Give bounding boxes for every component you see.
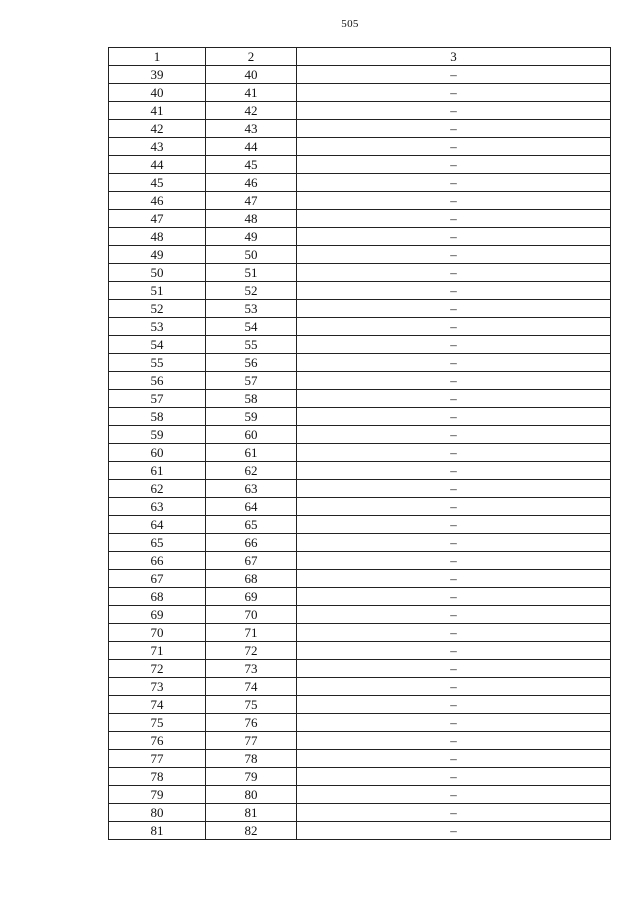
table-cell-col-2: 50 [206,246,297,264]
table-cell-col-3: – [297,552,611,570]
table-cell-col-3: – [297,534,611,552]
table-cell-col-2: 41 [206,84,297,102]
table-cell-col-2: 66 [206,534,297,552]
table-cell-col-3: – [297,588,611,606]
table-row [109,534,611,552]
table-cell-col-1: 51 [109,282,206,300]
table-cell-col-2: 70 [206,606,297,624]
table-row [109,264,611,282]
table-row [109,570,611,588]
table-cell-col-3: – [297,516,611,534]
table-cell-col-1: 53 [109,318,206,336]
table-cell-col-2: 64 [206,498,297,516]
table-cell-col-1: 41 [109,102,206,120]
table-row [109,768,611,786]
table-cell-col-1: 63 [109,498,206,516]
table-cell-col-2: 44 [206,138,297,156]
table-cell-col-3: – [297,660,611,678]
table-cell-col-1: 46 [109,192,206,210]
table-cell-col-1: 66 [109,552,206,570]
table-cell-col-1: 78 [109,768,206,786]
table-row [109,480,611,498]
table-cell-col-1: 75 [109,714,206,732]
table-row [109,156,611,174]
table-row [109,390,611,408]
table-cell-col-2: 81 [206,804,297,822]
table-cell-col-2: 65 [206,516,297,534]
data-table [108,47,611,840]
table-cell-col-1: 62 [109,480,206,498]
table-cell-col-2: 46 [206,174,297,192]
table-cell-col-3: – [297,498,611,516]
table-cell-col-2: 80 [206,786,297,804]
table-cell-col-3: – [297,354,611,372]
table-row [109,552,611,570]
table-cell-col-2: 72 [206,642,297,660]
table-cell-col-2: 53 [206,300,297,318]
table-cell-col-3: – [297,390,611,408]
table-row [109,192,611,210]
table-row [109,408,611,426]
table-row [109,120,611,138]
table-row [109,750,611,768]
table-cell-col-1: 77 [109,750,206,768]
table-cell-col-1: 74 [109,696,206,714]
table-cell-col-1: 70 [109,624,206,642]
table-cell-col-1: 61 [109,462,206,480]
table-row [109,624,611,642]
table-cell-col-1: 43 [109,138,206,156]
table-cell-col-2: 73 [206,660,297,678]
table-cell-col-2: 54 [206,318,297,336]
table-cell-col-2: 43 [206,120,297,138]
table-row [109,498,611,516]
column-header-3: 3 [297,48,611,66]
table-cell-col-2: 68 [206,570,297,588]
table-row [109,336,611,354]
table-row [109,246,611,264]
table-cell-col-3: – [297,804,611,822]
table-cell-col-3: – [297,228,611,246]
table-cell-col-2: 56 [206,354,297,372]
table-cell-col-2: 63 [206,480,297,498]
table-cell-col-3: – [297,570,611,588]
table-cell-col-1: 65 [109,534,206,552]
table-cell-col-3: – [297,606,611,624]
table-cell-col-3: – [297,642,611,660]
table-cell-col-1: 58 [109,408,206,426]
table-cell-col-3: – [297,318,611,336]
table-row [109,732,611,750]
table-cell-col-3: – [297,444,611,462]
table-cell-col-3: – [297,696,611,714]
table-row [109,138,611,156]
table-cell-col-3: – [297,786,611,804]
table-cell-col-3: – [297,156,611,174]
table-cell-col-3: – [297,750,611,768]
table-row [109,642,611,660]
table-cell-col-1: 68 [109,588,206,606]
table-cell-col-3: – [297,102,611,120]
table-cell-col-3: – [297,372,611,390]
table-cell-col-2: 82 [206,822,297,840]
table-cell-col-2: 49 [206,228,297,246]
table-cell-col-3: – [297,210,611,228]
table-cell-col-2: 67 [206,552,297,570]
table-row [109,318,611,336]
table-cell-col-2: 40 [206,66,297,84]
table-cell-col-2: 48 [206,210,297,228]
table-cell-col-1: 72 [109,660,206,678]
table-row [109,372,611,390]
table-cell-col-1: 47 [109,210,206,228]
table-cell-col-3: – [297,408,611,426]
table-row [109,426,611,444]
table-row [109,462,611,480]
table-cell-col-2: 58 [206,390,297,408]
table-cell-col-1: 54 [109,336,206,354]
table-cell-col-2: 42 [206,102,297,120]
table-row [109,282,611,300]
table-cell-col-1: 39 [109,66,206,84]
table-cell-col-2: 79 [206,768,297,786]
table-cell-col-2: 51 [206,264,297,282]
table-cell-col-2: 59 [206,408,297,426]
table-cell-col-3: – [297,300,611,318]
table-cell-col-2: 77 [206,732,297,750]
table-cell-col-1: 59 [109,426,206,444]
table-cell-col-1: 56 [109,372,206,390]
table-cell-col-1: 48 [109,228,206,246]
table-row [109,822,611,840]
table-row [109,660,611,678]
table-cell-col-1: 45 [109,174,206,192]
table-row [109,66,611,84]
table-cell-col-3: – [297,264,611,282]
table-cell-col-2: 57 [206,372,297,390]
table-cell-col-3: – [297,480,611,498]
table-cell-col-3: – [297,714,611,732]
table-body [109,66,611,840]
column-header-2: 2 [206,48,297,66]
table-cell-col-2: 74 [206,678,297,696]
table-cell-col-3: – [297,768,611,786]
table-row [109,444,611,462]
table-cell-col-2: 75 [206,696,297,714]
table-cell-col-2: 62 [206,462,297,480]
table-cell-col-1: 76 [109,732,206,750]
table-cell-col-1: 69 [109,606,206,624]
table-cell-col-2: 76 [206,714,297,732]
table-cell-col-1: 52 [109,300,206,318]
table-cell-col-2: 55 [206,336,297,354]
table-cell-col-1: 44 [109,156,206,174]
table-cell-col-3: – [297,822,611,840]
table-cell-col-1: 80 [109,804,206,822]
table-row [109,714,611,732]
table-cell-col-1: 73 [109,678,206,696]
table-row [109,228,611,246]
table-row [109,84,611,102]
table-cell-col-3: – [297,462,611,480]
table-cell-col-1: 55 [109,354,206,372]
table-cell-col-3: – [297,84,611,102]
table-cell-col-3: – [297,678,611,696]
table-cell-col-1: 57 [109,390,206,408]
column-header-1: 1 [109,48,206,66]
table-row [109,354,611,372]
table-cell-col-1: 79 [109,786,206,804]
table-row [109,786,611,804]
table-row [109,804,611,822]
table-row [109,678,611,696]
page-number: 505 [341,18,359,30]
table-row [109,588,611,606]
table-cell-col-2: 45 [206,156,297,174]
table-cell-col-2: 47 [206,192,297,210]
table-row [109,300,611,318]
table-cell-col-3: – [297,426,611,444]
table-cell-col-3: – [297,282,611,300]
table-cell-col-3: – [297,336,611,354]
table-row [109,210,611,228]
table-cell-col-1: 67 [109,570,206,588]
table-cell-col-2: 52 [206,282,297,300]
table-cell-col-1: 50 [109,264,206,282]
table-cell-col-2: 61 [206,444,297,462]
table-cell-col-3: – [297,138,611,156]
table-cell-col-1: 60 [109,444,206,462]
table-row [109,174,611,192]
table-cell-col-2: 78 [206,750,297,768]
table-cell-col-3: – [297,120,611,138]
table-row [109,606,611,624]
table-cell-col-2: 71 [206,624,297,642]
table-cell-col-1: 49 [109,246,206,264]
table-cell-col-2: 60 [206,426,297,444]
table-cell-col-3: – [297,174,611,192]
table-header-row [109,48,611,66]
table-cell-col-3: – [297,624,611,642]
table-cell-col-1: 40 [109,84,206,102]
table-cell-col-3: – [297,246,611,264]
table-row [109,516,611,534]
table-cell-col-3: – [297,732,611,750]
table-cell-col-1: 81 [109,822,206,840]
table-row [109,696,611,714]
table-cell-col-2: 69 [206,588,297,606]
table-cell-col-1: 42 [109,120,206,138]
table-cell-col-3: – [297,192,611,210]
table-cell-col-1: 71 [109,642,206,660]
table-cell-col-3: – [297,66,611,84]
table-row [109,102,611,120]
table-cell-col-1: 64 [109,516,206,534]
